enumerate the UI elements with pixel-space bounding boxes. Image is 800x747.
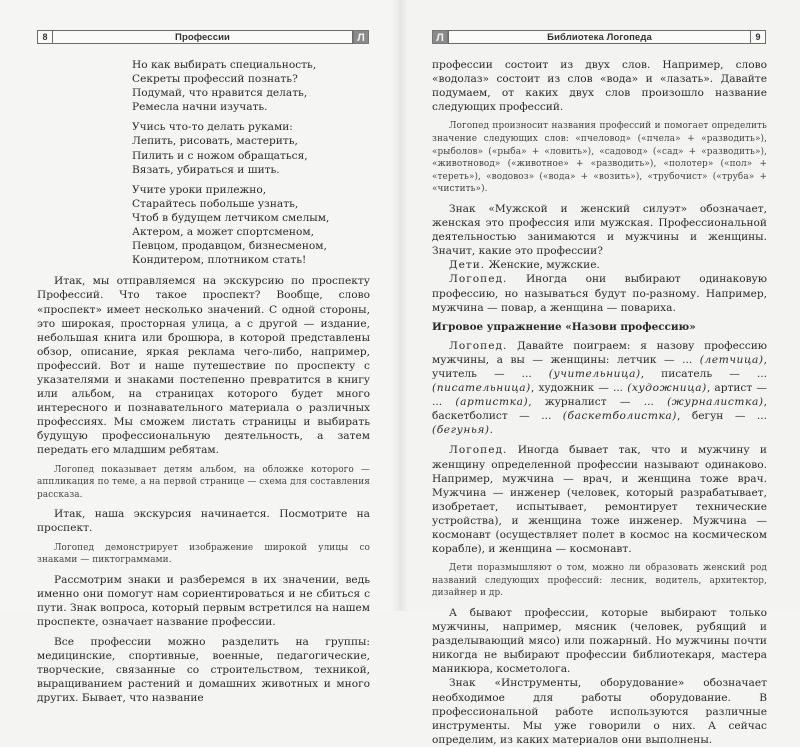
poem-line: Ремесла начни изучать. [132, 101, 268, 114]
section-heading: Игровое упражнение «Назови профессию» [432, 320, 696, 333]
poem-line: Кондитером, плотником стать! [132, 254, 307, 267]
male-profession: писатель — ... [661, 367, 767, 380]
separator: , [763, 396, 767, 409]
female-profession-answer: (баскетболистка) [562, 410, 678, 423]
separator: , [640, 367, 662, 380]
dialog-line [432, 258, 767, 272]
male-profession: артист — ... [432, 382, 767, 409]
poem-line: Пилить и с ножом обращаться, [132, 149, 308, 162]
female-profession-answer: (художница) [627, 382, 707, 395]
male-profession: бегун — ... [691, 410, 767, 423]
female-profession-answer: (артистка) [455, 396, 529, 409]
left-page [0, 0, 400, 705]
male-profession: баскетболист — ... [432, 410, 563, 423]
running-title: Профессии [53, 30, 353, 44]
game-paragraph [432, 339, 767, 438]
separator: . [489, 424, 494, 437]
paragraph: Итак, мы отправляемся на экскурсию по проспекту Профессий. Что такое проспект? Вообще, слово «проспект» имеет несколько значений. С одной стороны, это широкая, просторная улица, а с другой — издание, небольшая книга или брошюра, в которой представлены обзор, описание, яркая реклама чего-либо, например, профессий. Вот и наше путешествие по проспекту с указателями и знаками постепенно превратится в книгу или альбом, на страницах которого будет много интересного и познавательного материала о различных профессиях. Мы сможем листать страницы и выбирать будущую профессиональную деятельность, а затем передать его младшим ребятам. [37, 275, 370, 457]
speaker-label: Дети. [449, 259, 486, 272]
teacher-note: Дети поразмышляют о том, можно ли образовать женский род названий следующих профессий: лесник, водитель, архитектор, дизайнер и др. [432, 563, 767, 599]
paragraph: Знак «Инструменты, оборудование» обозначает необходимое для работы оборудование. В профессиональной работе используются различные инструменты. Мы уже говорили о них. А сейчас определим, из каких материалов они выполнены. [432, 677, 767, 746]
poem-line: Лепить, рисовать, мастерить, [132, 135, 298, 148]
poem-line: Но как выбирать специальность, [132, 59, 317, 71]
speaker-label: Логопед. [449, 444, 508, 457]
dialog-text: Иногда бывает так, что и мужчину и женщину определенной профессии называют одинаково. Например, мужчина — врач, и женщина тоже врач. Мужчина — инженер (человек, который разрабатывает, изобретает, испытывает, ремонтирует технические устройства), и женщина тоже инженер. Мужчина — космонавт (осуществляет полет в космос на космическом корабле), и женщина — космонавт. [432, 444, 767, 556]
dialog-line [432, 443, 767, 556]
dialog-text: Давайте поиграем: я назову профессию мужчины, а вы — женщины: [432, 339, 767, 366]
dialog-text: Женские, мужские. [485, 259, 600, 272]
right-page [400, 0, 800, 746]
left-page-text [37, 58, 370, 706]
series-logo-icon: Л [432, 30, 448, 44]
speaker-label: Логопед. [449, 273, 508, 286]
female-profession-answer: (учительница) [548, 367, 641, 380]
poem-stanza [132, 58, 370, 114]
left-running-header [37, 30, 369, 44]
teacher-note: Логопед демонстрирует изображение широкой улицы со знаками — пиктограммами. [37, 542, 370, 566]
poem-line: Секреты профессий познать? [132, 73, 298, 86]
female-profession-answer: (писательница) [432, 382, 531, 395]
poem-line: Вязать, убираться и шить. [132, 163, 280, 176]
poem-stanza [132, 120, 370, 176]
female-profession-answer: (журналистка) [667, 396, 764, 409]
poem-stanza [132, 183, 370, 268]
separator: , [763, 353, 767, 366]
paragraph: профессии состоит из двух слов. Например, слово «водолаз» состоит из слов «вода» и «лазать». Давайте подумаем, от каких двух слов произошло название следующих профессий. [432, 59, 767, 114]
teacher-note: Логопед произносит названия профессий и помогает определить значение следующих слов: «пчеловод» («пчела» + «разводить»), «рыболов» («рыба» + «ловить»), «садовод» («сад» + «разводить»), «животновод» («животное» + «разводить»), «полотер» («пол» + «тереть»), «водовоз» («вода» + «возить»), «трубочист» («труба» + «чистить»). [432, 121, 767, 195]
poem-line: Подумай, что нравится делать, [132, 87, 308, 100]
poem-line: Учите уроки прилежно, [132, 183, 267, 196]
series-logo-icon: Л [353, 30, 369, 44]
male-profession: журналист — ... [544, 396, 668, 409]
paragraph: А бывают профессии, которые выбирают только мужчины, например, мясник (человек, рубящий и разделывающий мясо) или пожарный. Но мужчины почти никогда не выбирают профессии библиотекаря, мастера маникюра, косметолога. [432, 606, 767, 676]
running-title: Библиотека Логопеда [448, 30, 750, 44]
female-profession-answer: (бегунья) [432, 424, 490, 437]
male-profession: учитель — ... [432, 367, 549, 380]
paragraph: Рассмотрим знаки и разберемся в их значении, ведь именно они помогут нам сориентироваться и не сбиться с пути. Знак вопроса, который первым встретился на нашем проспекте, означает название профессии. [37, 573, 370, 628]
paragraph: Все профессии можно разделить на группы: медицинские, спортивные, военные, педагогические, творческие, связанные со строительством, техникой, выращиванием растений и домашних животных и много других. Бывает, что название [37, 636, 370, 705]
poem-line: Учись что-то делать руками: [132, 121, 293, 134]
separator: , [528, 396, 545, 409]
poem-line: Певцом, продавцом, бизнесменом, [132, 240, 327, 253]
teacher-note: Логопед показывает детям альбом, на обложке которого — аппликация по теме, а на первой странице — схема для составления рассказа. [37, 464, 370, 500]
dialog-line [432, 272, 767, 314]
page-number: 9 [750, 30, 766, 44]
paragraph: Итак, наша экскурсия начинается. Посмотрите на проспект. [37, 508, 370, 535]
poem-line: Старайтесь побольше узнать, [132, 197, 299, 210]
poem [132, 58, 370, 267]
right-running-header [432, 30, 766, 44]
speaker-label: Логопед. [449, 339, 508, 352]
separator: , [706, 382, 715, 395]
male-profession: летчик — ... [617, 353, 700, 366]
paragraph: Знак «Мужской и женский силуэт» обозначает, женская это профессия или мужская. Профессиональной деятельностью занимаются и мужчины и женщины. Значит, какие это профессии? [432, 202, 767, 258]
poem-line: Актером, а может спортсменом, [132, 226, 314, 239]
separator: , [677, 410, 692, 423]
poem-line: Чтоб в будущем летчиком смелым, [132, 211, 330, 224]
separator: , [530, 382, 539, 395]
right-page-text [432, 58, 767, 747]
dialog-text: Иногда они выбирают одинаковую профессию, но называться будут по-разному. Например, мужчина — повар, а женщина — повариха. [432, 273, 767, 314]
page-number: 8 [37, 30, 53, 44]
female-profession-answer: (летчица) [699, 353, 764, 366]
male-profession: художник — ... [538, 382, 628, 395]
